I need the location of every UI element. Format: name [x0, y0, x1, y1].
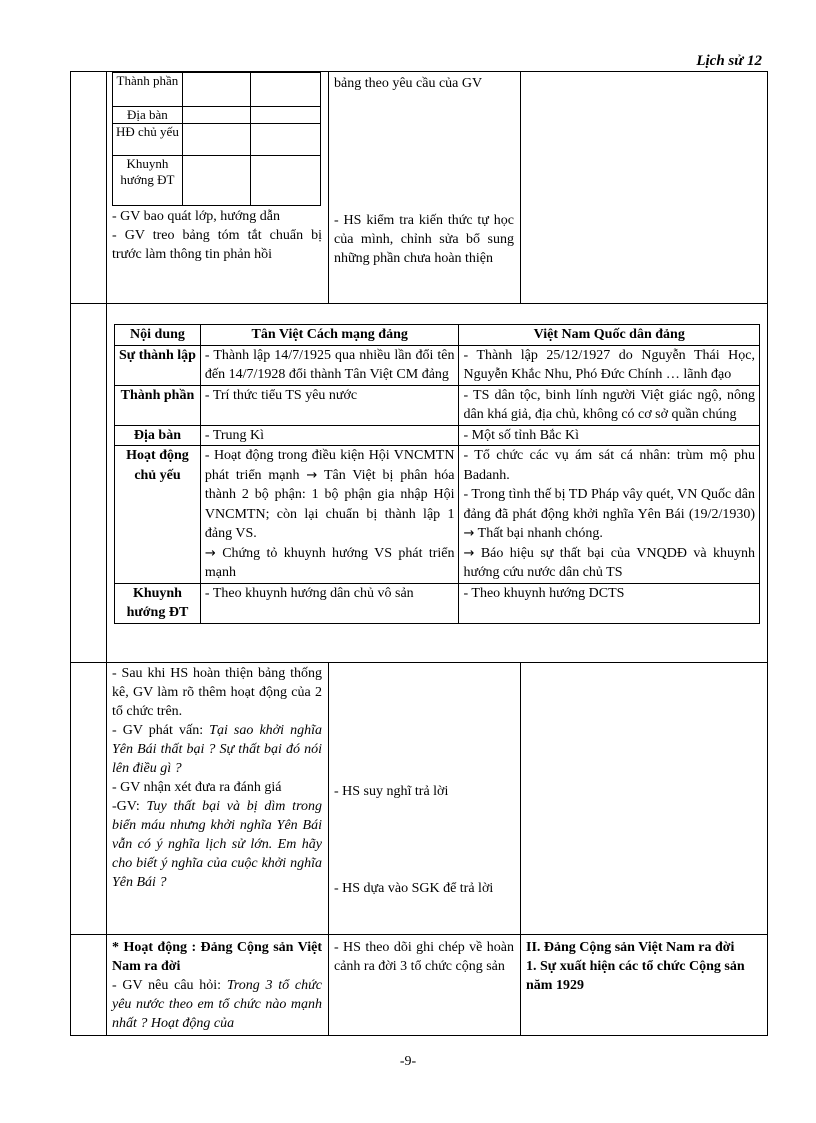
- content-section-4: [526, 938, 762, 995]
- teacher-activity-3: - Sau khi HS hoàn thiện bảng thống kê, GV làm rõ thêm hoạt động của 2 tổ chức trên. - GV phát vấn: Tại sao khởi nghĩa Yên Bái thất bại ? Sự thất bại đó nói lên điều gì ? - GV nhận xét đưa ra đánh giá -GV: Tuy thất bại và bị dìm trong biển máu nhưng khởi nghĩa Yên Bái vẫn có ý nghĩa lịch sử lớn. Em hãy cho biết ý nghĩa của cuộc khởi nghĩa Yên Bái ?: [112, 666, 323, 890]
- table-row: [113, 156, 321, 206]
- table-row: [115, 345, 760, 385]
- table-row: [113, 107, 321, 124]
- table-header-row: [115, 325, 760, 346]
- row-label: Thành phần: [115, 385, 201, 425]
- teacher-activity-4: * Hoạt động : Đảng Cộng sản Việt Nam ra đời - GV nêu câu hỏi: Trong 3 tổ chức yêu nước theo em tổ chức nào mạnh nhất ? Hoạt động của: [112, 940, 323, 1031]
- comparison-table: [114, 324, 760, 624]
- col-divider-1b: [520, 72, 521, 303]
- subject-header: Lịch sử 12: [696, 53, 762, 69]
- row-label: HĐ chủ yếu: [113, 124, 183, 156]
- student-activity-1-top: bảng theo yêu cầu của GV: [334, 76, 483, 91]
- row-label: Sự thành lập: [115, 345, 201, 385]
- header-vnqdd: Việt Nam Quốc dân đảng: [459, 325, 760, 346]
- row-label: Địa bàn: [115, 425, 201, 446]
- student-activity-3a: - HS suy nghĩ trả lời: [334, 784, 449, 799]
- row-divider-1: [70, 303, 768, 304]
- row-divider-3: [70, 934, 768, 935]
- table-row: [115, 446, 760, 584]
- col-divider-left: [106, 72, 107, 1036]
- vnqdd-cell: - Một số tỉnh Bắc Kì: [459, 425, 760, 446]
- col-divider-3a: [328, 662, 329, 1036]
- arrow-right-icon: →: [463, 545, 475, 561]
- col-divider-3b: [520, 662, 521, 1036]
- tan-viet-cell: - Trí thức tiểu TS yêu nước: [200, 385, 459, 425]
- row-label: Hoạt động chủ yếu: [115, 446, 201, 584]
- section-heading: II. Đảng Cộng sản Việt Nam ra đời: [526, 940, 735, 955]
- arrow-right-icon: →: [306, 467, 318, 483]
- subsection-heading: 1. Sự xuất hiện các tổ chức Cộng sản năm 1929: [526, 959, 745, 993]
- table-row: [115, 385, 760, 425]
- vnqdd-cell: - TS dân tộc, binh lính người Việt giác ngộ, nông dân khá giả, địa chủ, không có cơ sở quần chúng: [459, 385, 760, 425]
- header-tan-viet: Tân Việt Cách mạng đảng: [200, 325, 459, 346]
- vnqdd-cell: - Theo khuynh hướng DCTS: [459, 583, 760, 623]
- row-label: Khuynh hướng ĐT: [115, 583, 201, 623]
- student-activity-1-bottom: - HS kiểm tra kiến thức tự học của mình, chỉnh sửa bổ sung những phần chưa hoàn thiện: [334, 213, 514, 266]
- table-row: [115, 425, 760, 446]
- row-label: Địa bàn: [113, 107, 183, 124]
- col-divider-1a: [328, 72, 329, 303]
- tan-viet-cell: - Theo khuynh hướng dân chủ vô sản: [200, 583, 459, 623]
- vnqdd-cell: - Thành lập 25/12/1927 do Nguyễn Thái Học, Nguyễn Khắc Nhu, Phó Đức Chính … lãnh đạo: [459, 345, 760, 385]
- table-row: [113, 73, 321, 107]
- teacher-activity-1: - GV bao quát lớp, hướng dẫn - GV treo bảng tóm tắt chuẩn bị trước làm thông tin phản hồi: [112, 209, 322, 262]
- tan-viet-cell: - Hoạt động trong điều kiện Hội VNCMTN phát triển mạnh → Tân Việt bị phân hóa thành 2 bộ phận: 1 bộ phận gia nhập Hội VNCMTN; còn lại chuẩn bị thành lập 1 đảng VS. → Chứng tỏ khuynh hướng VS phát triển mạnh: [200, 446, 459, 584]
- table-row: [115, 583, 760, 623]
- student-activity-4: - HS theo dõi ghi chép về hoàn cảnh ra đời 3 tổ chức cộng sản: [334, 940, 514, 974]
- arrow-right-icon: →: [463, 526, 475, 541]
- page-number: -9-: [399, 1054, 417, 1069]
- table-row: [113, 124, 321, 156]
- row-label: Khuynh hướng ĐT: [113, 156, 183, 206]
- tan-viet-cell: - Thành lập 14/7/1925 qua nhiều lần đổi tên đến 14/7/1928 đổi thành Tân Việt CM đảng: [200, 345, 459, 385]
- summary-template-table: [112, 72, 321, 206]
- student-activity-3b: - HS dựa vào SGK để trả lời: [334, 881, 494, 896]
- vnqdd-cell: - Tổ chức các vụ ám sát cá nhân: trùm mộ phu Badanh. - Trong tình thế bị TD Pháp vây quét, VN Quốc dân đảng đã phát động khởi nghĩa Yên Bái (19/2/1930) → Thất bại nhanh chóng. → Báo hiệu sự thất bại của VNQDĐ và khuynh hướng cứu nước dân chủ TS: [459, 446, 760, 584]
- tan-viet-cell: - Trung Kì: [200, 425, 459, 446]
- row-divider-2: [70, 662, 768, 663]
- row-label: Thành phần: [113, 73, 183, 107]
- arrow-right-icon: →: [204, 545, 216, 561]
- header-content: Nội dung: [115, 325, 201, 346]
